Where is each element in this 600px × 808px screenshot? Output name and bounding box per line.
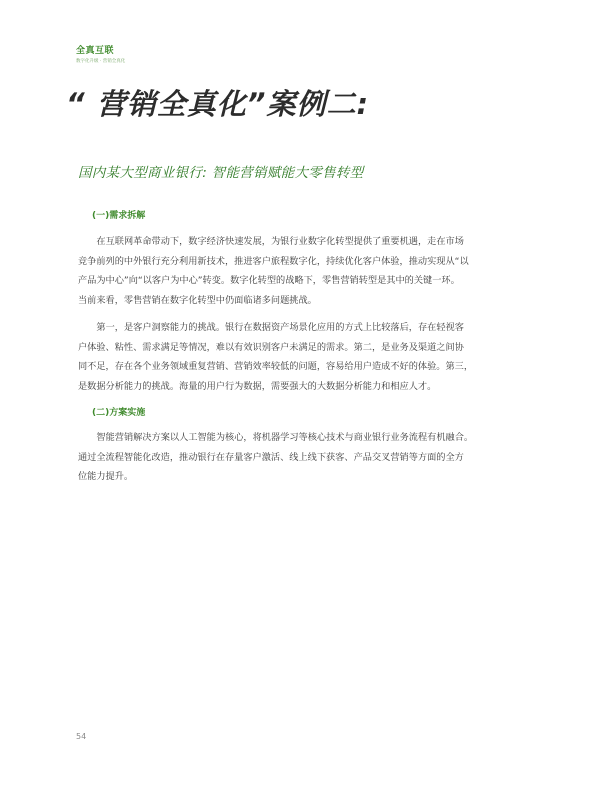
text-line: 智能营销解决方案以人工智能为核心，将机器学习等核心技术与商业银行业务流程有机融合。 (96, 432, 474, 443)
text-line: 竞争前列的中外银行充分利用新技术，推进客户旅程数字化，持续优化客户体验，推动实现从“以 (78, 255, 469, 267)
text-line: 户体验、粘性、需求满足等情况，难以有效识别客户未满足的需求。第二，是业务及渠道之间协 (78, 341, 464, 353)
text-line: 通过全流程智能化改造，推动银行在存量客户激活、线上线下获客、产品交叉营销等方面的全方 (78, 451, 464, 463)
text-line: 同不足，存在各个业务领域重复营销、营销效率较低的问题，容易给用户造成不好的体验。第三， (78, 361, 474, 372)
page-title: “ 营销全真化”案例二: (66, 87, 370, 121)
section-heading-requirements: (一)需求拆解 (92, 211, 146, 221)
case-title: 国内某大型商业银行: 智能营销赋能大零售转型 (78, 165, 364, 181)
brand-subtitle: 数字化升级 · 营销全真化 (76, 59, 126, 64)
text-line: 位能力提升。 (78, 471, 134, 482)
section-heading-implementation: (二)方案实施 (92, 408, 146, 418)
paragraph (78, 428, 528, 487)
text-line: 在互联网革命带动下，数字经济快速发展，为银行业数字化转型提供了重要机遇，走在市场 (96, 236, 464, 247)
brand-title: 全真互联 (76, 46, 115, 56)
text-line: 当前来看，零售营销在数字化转型中仍面临诸多问题挑战。 (78, 294, 317, 306)
brand-header (76, 46, 125, 65)
text-line: 产品为中心”向“以客户为中心”转变。数字化转型的战略下，零售营销转型是其中的关键一环。 (78, 275, 460, 286)
text-line: 是数据分析能力的挑战。海量的用户行为数据，需要强大的大数据分析能力和相应人才。 (78, 380, 437, 392)
page-number: 54 (76, 732, 87, 741)
text-line: 第一，是客户洞察能力的挑战。银行在数据资产场景化应用的方式上比较落后，存在轻视客 (96, 322, 464, 333)
paragraph (78, 318, 528, 396)
paragraph (78, 232, 528, 310)
